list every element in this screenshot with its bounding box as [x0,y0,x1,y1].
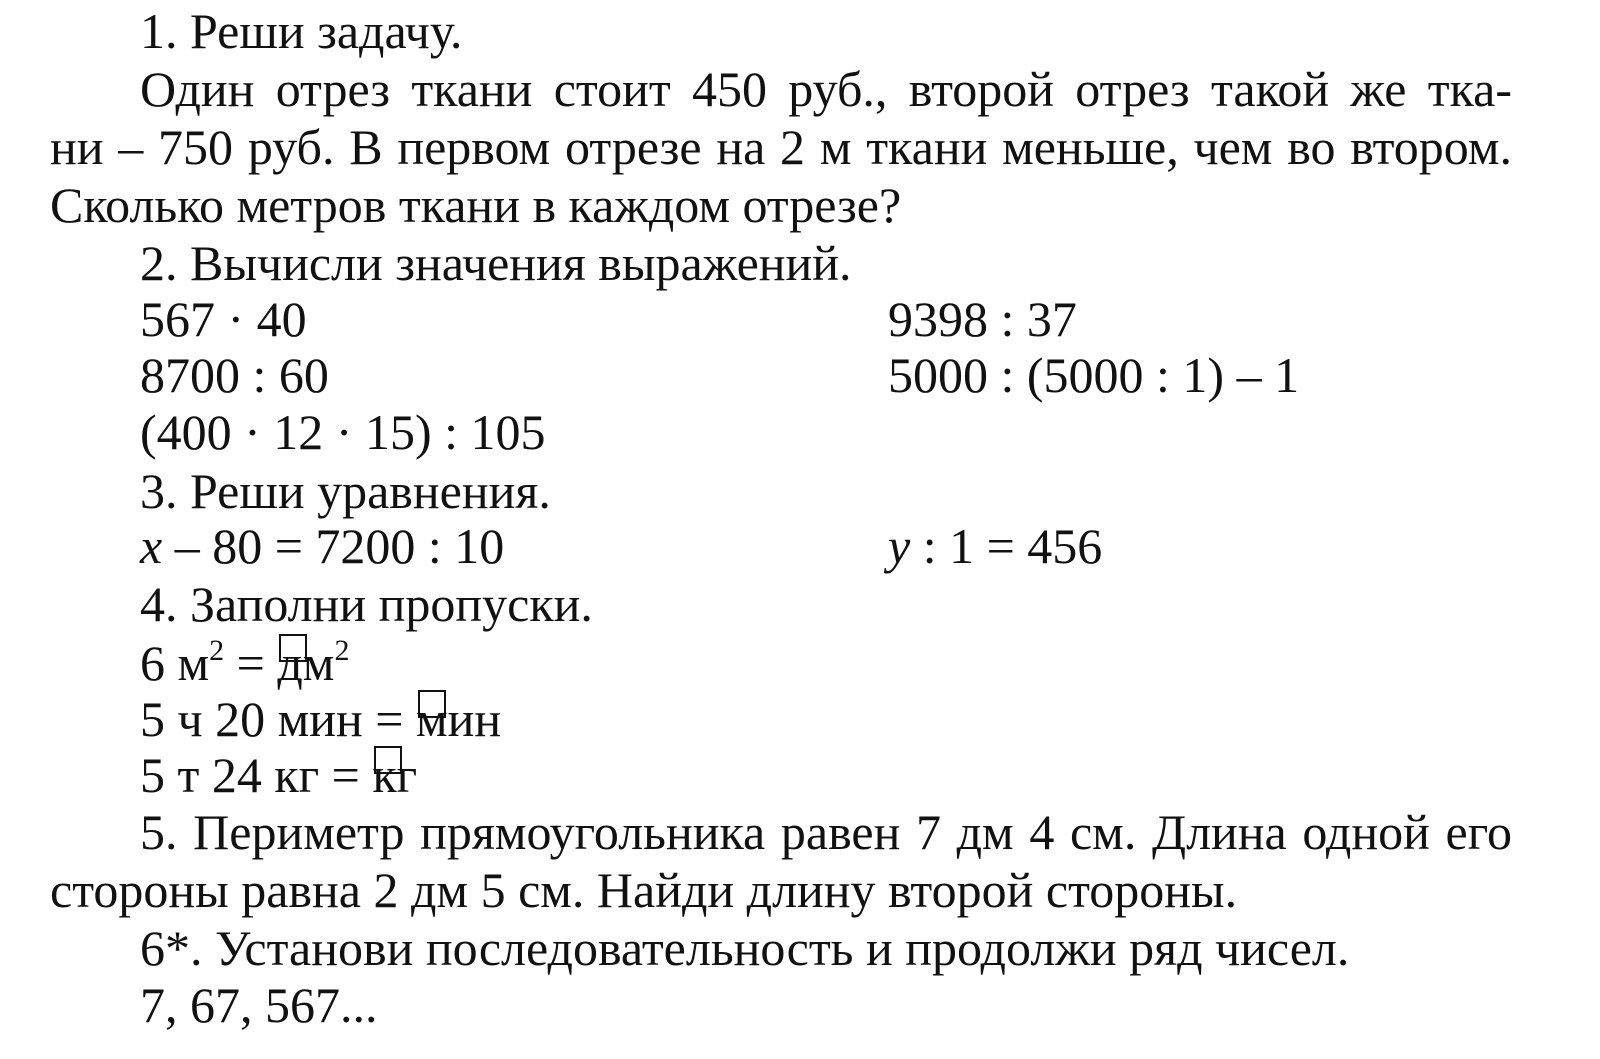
task2-expr-1: 567 · 40 [140,291,307,347]
task3-equation-1 [140,517,504,575]
task2-heading-line [0,234,1600,292]
task1-text-line-1 [0,60,1600,118]
task4-row3-right: кг [372,747,418,803]
variable-y: y [888,518,911,574]
task4-conversion-2 [140,690,501,748]
task2-expr-4: 5000 : (5000 : 1) – 1 [888,347,1300,403]
task3-heading: 3. Реши уравнения. [140,463,551,519]
task4-row-1 [0,634,1600,692]
task6-sequence: 7, 67, 567... [140,977,378,1033]
task6-heading-line [0,919,1600,977]
blank-box [279,634,307,662]
task4-heading: 4. Заполни пропуски. [140,576,593,632]
task4-row2-left: 5 ч 20 мин = [140,691,417,747]
square-exponent: 2 [334,634,350,667]
task4-conversion-1 [140,634,349,692]
task3-heading-line [0,462,1600,520]
task5-text-1: 5. Периметр прямоугольника равен 7 дм 4 см. Длина одной его [140,804,1512,860]
task1-text-3: Сколько метров ткани в каждом отрезе? [50,177,902,233]
task4-row-2 [0,690,1600,748]
task1-heading-line [0,2,1600,60]
task4-row1-right: дм [277,635,335,691]
task4-row3-left: 5 т 24 кг = [140,747,373,803]
task2-row-2 [0,346,1600,404]
task4-row1-equals: = [224,635,278,691]
task1-text-2: ни – 750 руб. В первом отрезе на 2 м ткани меньше, чем во втором. [50,119,1512,175]
task2-expr-3: 8700 : 60 [140,347,329,403]
task6-heading: 6*. Установи последовательность и продолжи ряд чисел. [140,920,1350,976]
task5-text-2: стороны равна 2 дм 5 см. Найди длину второй стороны. [50,862,1238,918]
task2-row-3 [0,403,1600,461]
task1-text-1: Один отрез ткани стоит 450 руб., второй отрез такой же тка- [140,61,1512,117]
task3-row [0,517,1600,575]
task4-heading-line [0,575,1600,633]
task4-conversion-3 [140,746,417,804]
task3-equation-1-rest: – 80 = 7200 : 10 [162,518,505,574]
task5-line-2 [0,861,1600,919]
task1-text-line-3 [0,176,1600,234]
task6-sequence-line [0,976,1600,1034]
task4-row1-left: 6 м [140,635,210,691]
task3-equation-2-rest: : 1 = 456 [910,518,1103,574]
task2-expr-2: 9398 : 37 [888,291,1077,347]
task1-text-line-2 [0,118,1600,176]
task4-row-3 [0,746,1600,804]
blank-box [418,690,446,718]
task2-row-1 [0,290,1600,348]
task3-equation-2 [888,517,1102,575]
variable-x: x [140,518,163,574]
square-exponent: 2 [209,634,225,667]
task1-heading: 1. Реши задачу. [140,3,463,59]
blank-box [374,746,402,774]
task4-row2-right: мин [416,691,502,747]
task2-heading: 2. Вычисли значения выражений. [140,235,852,291]
task2-expr-5: (400 · 12 · 15) : 105 [140,404,546,460]
task5-line-1 [0,803,1600,861]
